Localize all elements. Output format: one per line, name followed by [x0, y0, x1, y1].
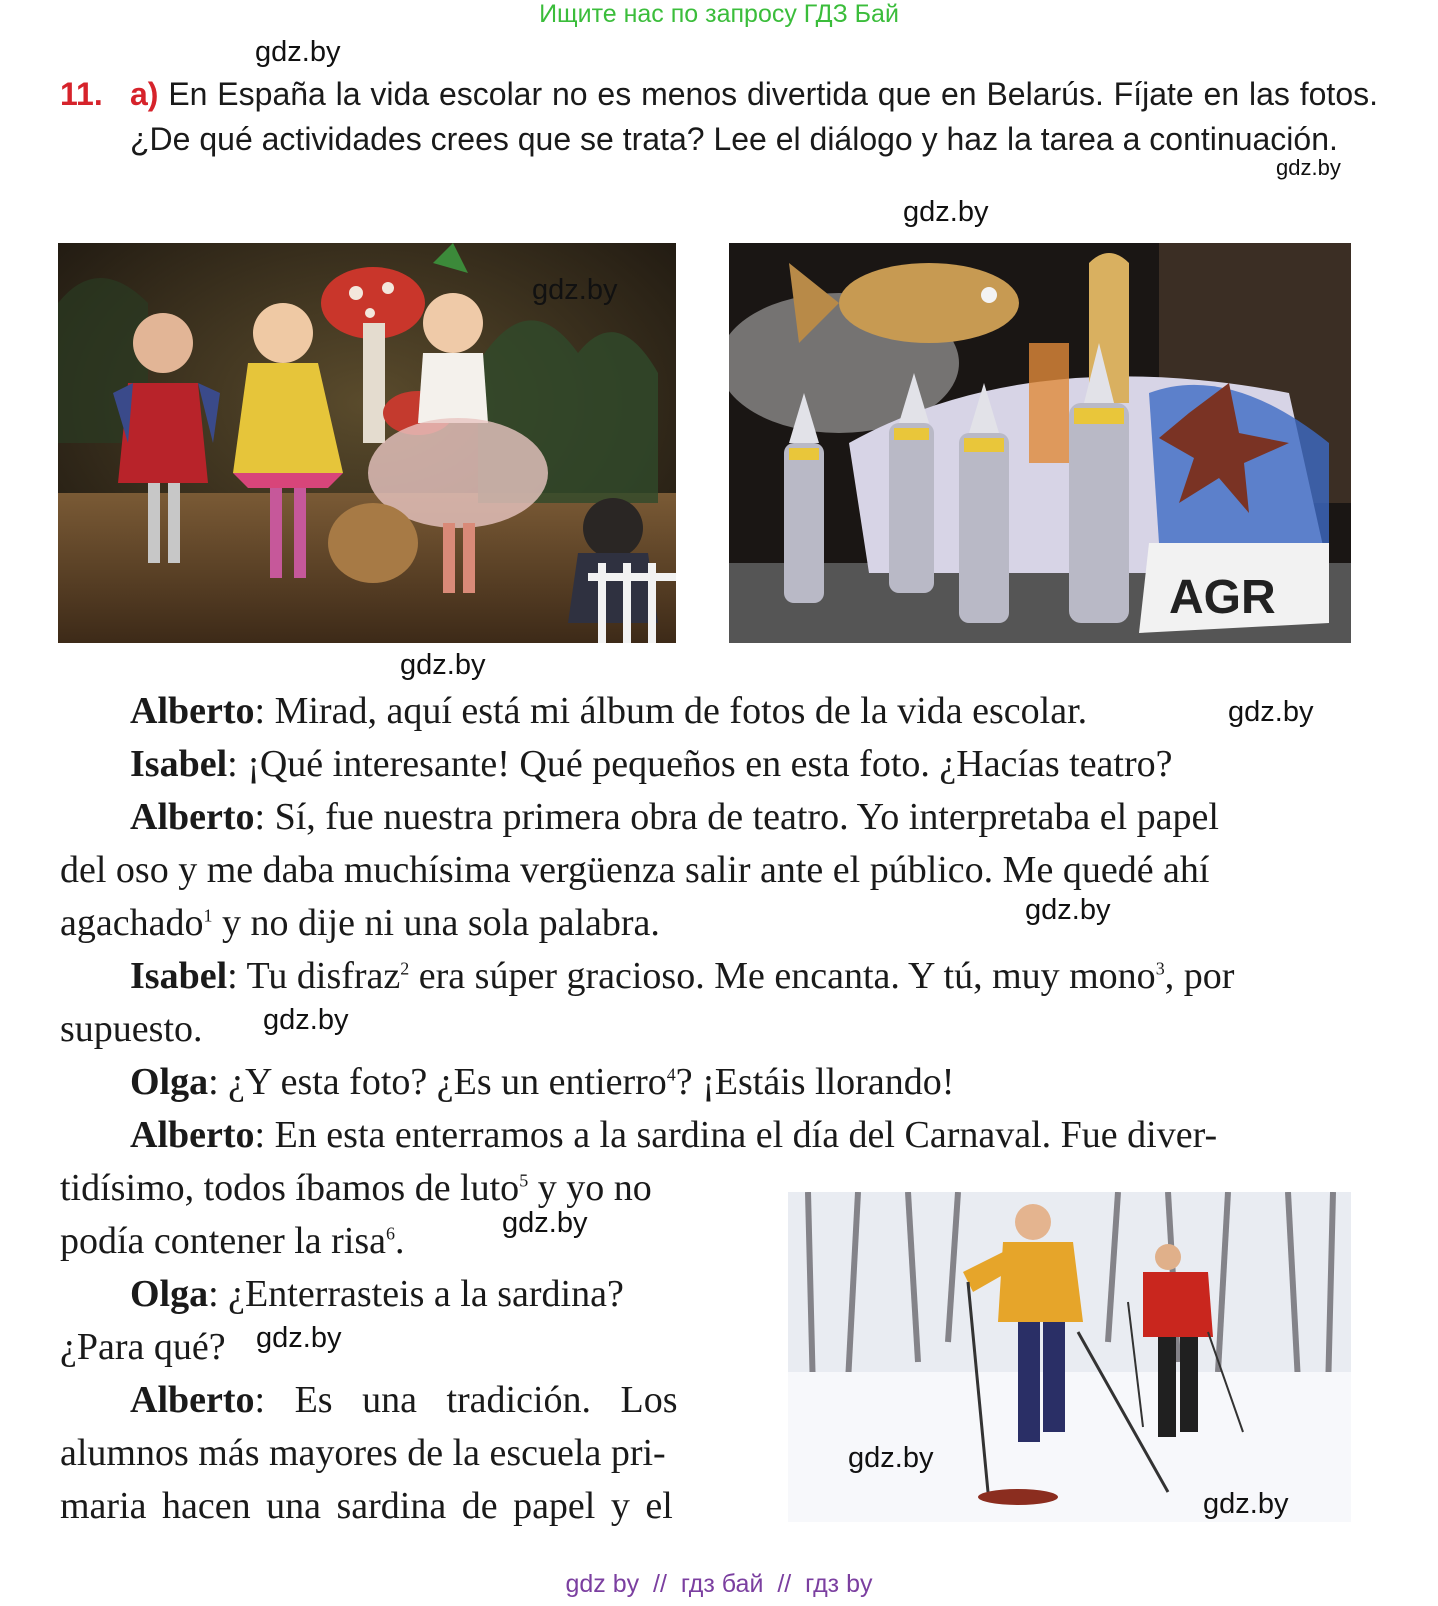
dialog-text: del oso y me daba muchísima vergüenza salir ante el público. Me quedé ahí: [60, 849, 1210, 891]
dialog-text: era súper gracioso. Me encanta. Y tú, muy mono: [409, 955, 1156, 997]
dialog-text: podía contener la risa: [60, 1220, 387, 1262]
speaker-name: Alberto: [130, 690, 255, 732]
dialog-text: : Es una tradición. Los: [254, 1379, 678, 1421]
dialog-text: tidísimo, todos íbamos de luto: [60, 1167, 520, 1209]
bottom-banner: gdz by // гдз бай // гдз by: [565, 1570, 873, 1598]
dialog-line: [130, 1108, 1217, 1162]
watermark: gdz.by: [1203, 1488, 1289, 1520]
watermark: gdz.by: [256, 1322, 342, 1354]
watermark: gdz.by: [532, 274, 618, 306]
watermark: gdz.by: [502, 1207, 588, 1239]
dialog-text: ¿Para qué?: [60, 1326, 226, 1368]
dialog-text: alumnos más mayores de la escuela pri-: [60, 1432, 666, 1474]
dialog-line: [60, 1426, 666, 1480]
dialog-text: : En esta enterramos a la sardina el día del Carnaval. Fue diver-: [254, 1114, 1218, 1156]
watermark: gdz.by: [1228, 696, 1314, 728]
dialog-text: : ¿Y esta foto? ¿Es un entierro: [208, 1061, 667, 1103]
watermark: gdz.by: [1276, 155, 1341, 180]
watermark: gdz.by: [848, 1442, 934, 1474]
carnival-photo: [729, 243, 1351, 643]
footnote-mark: 6: [386, 1223, 396, 1244]
dialog-line: [130, 949, 1234, 1003]
top-banner: Ищите нас по запросу ГДЗ Бай: [539, 0, 899, 28]
dialog-text: maria hacen una sardina de papel y el: [60, 1485, 673, 1527]
speaker-name: Alberto: [130, 796, 255, 838]
exercise-text: En España la vida escolar no es menos divertida que en Belarús. Fíjate en las fotos. ¿De qué actividades crees que se trata? Lee el diálogo y haz la tarea a continuación.: [130, 76, 1379, 157]
watermark: gdz.by: [1025, 894, 1111, 926]
speaker-name: Olga: [130, 1273, 209, 1315]
dialog-text: : ¡Qué interesante! Qué pequeños en esta foto. ¿Hacías teatro?: [227, 743, 1173, 785]
dialog-line: [60, 1320, 226, 1374]
speaker-name: Olga: [130, 1061, 209, 1103]
watermark: gdz.by: [263, 1004, 349, 1036]
speaker-name: Alberto: [130, 1379, 255, 1421]
dialog-text: , por: [1164, 955, 1235, 997]
dialog-line: [60, 1479, 673, 1533]
dialog-text: agachado: [60, 902, 204, 944]
footnote-mark: 3: [1155, 958, 1165, 979]
dialog-text: : Mirad, aquí está mi álbum de fotos de la vida escolar.: [254, 690, 1088, 732]
footnote-mark: 2: [400, 958, 410, 979]
footnote-mark: 5: [519, 1170, 529, 1191]
speaker-name: Alberto: [130, 1114, 255, 1156]
dialog-text: : Tu disfraz: [227, 955, 401, 997]
dialog-text: y no dije ni una sola palabra.: [212, 902, 660, 944]
dialog-line: [60, 1002, 203, 1056]
dialog-line: [60, 843, 1209, 897]
speaker-name: Isabel: [130, 743, 228, 785]
dialog-text: : Sí, fue nuestra primera obra de teatro. Yo interpretaba el papel: [254, 796, 1219, 838]
svg-text:AGR: AGR: [1169, 571, 1276, 624]
dialog-line: [60, 896, 660, 950]
dialog-text: .: [395, 1220, 405, 1262]
exercise-letter: a): [130, 76, 159, 112]
watermark: gdz.by: [255, 36, 341, 68]
footnote-mark: 4: [666, 1064, 676, 1085]
speaker-name: Isabel: [130, 955, 228, 997]
dialog-line: [130, 684, 1087, 738]
dialog-line: [130, 1055, 954, 1109]
exercise-instructions: [130, 72, 1378, 162]
footnote-mark: 1: [203, 905, 213, 926]
watermark: gdz.by: [400, 649, 486, 681]
watermark: gdz.by: [903, 196, 989, 228]
dialog-line: [130, 1267, 624, 1321]
dialog-line: [130, 790, 1219, 844]
dialog-line: [60, 1214, 405, 1268]
dialog-line: [130, 737, 1173, 791]
dialog-text: : ¿Enterrasteis a la sardina?: [208, 1273, 624, 1315]
dialog-line: [130, 1373, 678, 1427]
dialog-text: ? ¡Estáis llorando!: [675, 1061, 955, 1103]
exercise-number: 11.: [60, 76, 103, 112]
dialog-text: supuesto.: [60, 1008, 203, 1050]
dialog-text: y yo no: [528, 1167, 652, 1209]
